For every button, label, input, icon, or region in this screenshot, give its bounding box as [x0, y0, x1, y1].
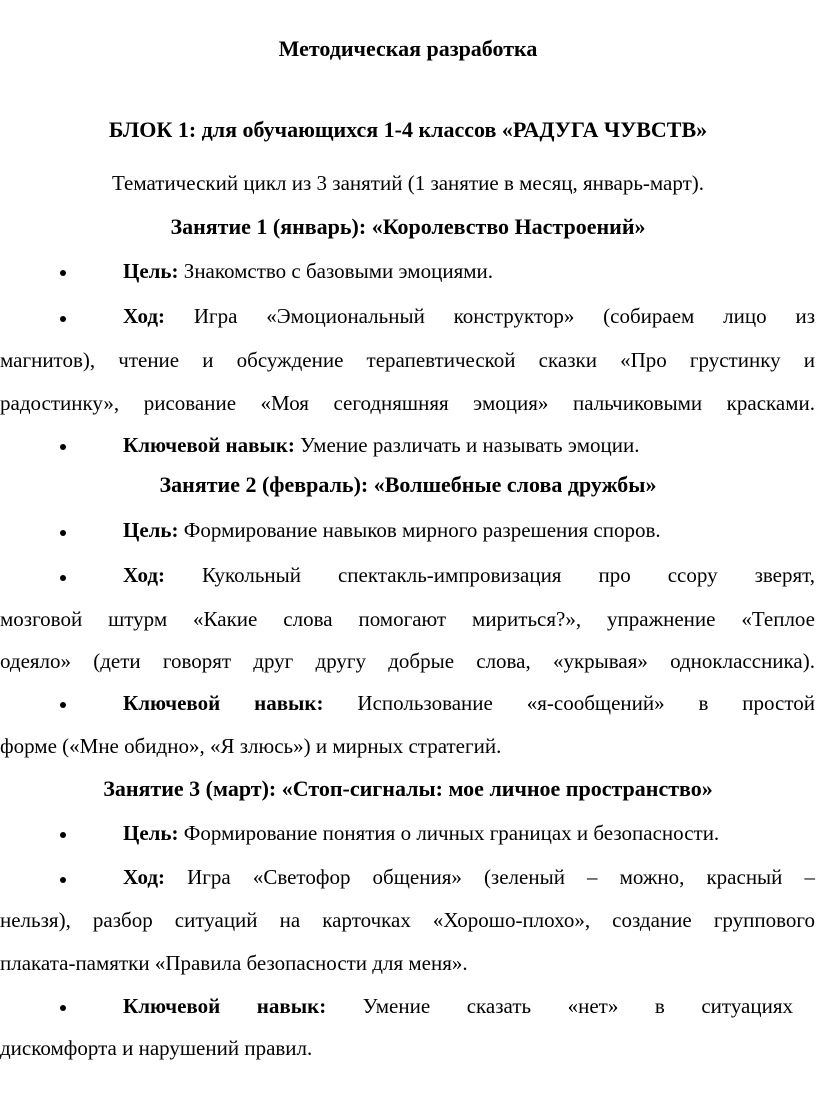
lesson-2-skill-line-2: форме («Мне обидно», «Я злюсь») и мирных стратегий.: [0, 734, 502, 758]
lesson-2-course-line-3: одеяло» (дети говорят друг другу добрые слова, «укрывая» одноклассника).: [0, 649, 815, 673]
course-label: Ход:: [123, 563, 166, 587]
lesson-2-skill-line-1: [123, 690, 815, 716]
lesson-3-title: Занятие 3 (март): «Стоп-сигналы: мое личное пространство»: [103, 776, 713, 801]
lesson-3-course-line-2: нельзя), разбор ситуаций на карточках «Хорошо-плохо», создание группового: [0, 908, 815, 932]
lesson-1-course-line-2: магнитов), чтение и обсуждение терапевтической сказки «Про грустинку и: [0, 348, 815, 372]
lesson-3-skill-line-2: дискомфорта и нарушений правил.: [0, 1036, 313, 1060]
course-text: Игра «Светофор общения» (зеленый – можно, красный –: [187, 865, 815, 889]
lesson-2-course-line-2: мозговой штурм «Какие слова помогают мириться?», упражнение «Теплое: [0, 607, 815, 631]
course-text: Кукольный спектакль-импровизация про ссору зверят,: [202, 563, 816, 587]
skill-text: Использование «я-сообщений» в простой: [357, 691, 815, 715]
skill-text: Умение сказать «нет» в ситуациях: [362, 994, 794, 1018]
document-title: Методическая разработка: [278, 36, 538, 61]
cycle-note: Тематический цикл из 3 занятий (1 занятие в месяц, январь-март).: [112, 171, 704, 195]
goal-label: Цель:: [123, 518, 179, 542]
block-title: БЛОК 1: для обучающихся 1-4 классов «РАДУГА ЧУВСТВ»: [108, 117, 708, 142]
lesson-1-skill: [123, 432, 815, 458]
lesson-3-course-line-1: [123, 864, 815, 890]
bullet-icon: [60, 316, 66, 322]
lesson-3-goal: [123, 820, 815, 846]
skill-text: Умение различать и называть эмоции.: [300, 433, 640, 457]
lesson-1-course-line-1: [123, 303, 815, 329]
lesson-3-skill-line-1: [123, 993, 793, 1019]
goal-text: Знакомство с базовыми эмоциями.: [183, 259, 494, 283]
lesson-1-course-line-3: радостинку», рисование «Моя сегодняшняя эмоция» пальчиковыми красками.: [0, 391, 815, 415]
bullet-icon: [60, 832, 66, 838]
lesson-1-title: Занятие 1 (январь): «Королевство Настроений»: [170, 214, 646, 239]
lesson-2-goal: [123, 517, 815, 543]
skill-label: Ключевой навык:: [123, 691, 324, 715]
bullet-icon: [60, 270, 66, 276]
goal-text: Формирование понятия о личных границах и безопасности.: [183, 821, 720, 845]
bullet-icon: [60, 702, 66, 708]
lesson-2-course-line-1: [123, 562, 815, 588]
course-label: Ход:: [123, 865, 166, 889]
goal-label: Цель:: [123, 821, 179, 845]
bullet-icon: [60, 444, 66, 450]
lesson-2-title: Занятие 2 (февраль): «Волшебные слова дружбы»: [159, 472, 657, 497]
bullet-icon: [60, 575, 66, 581]
goal-text: Формирование навыков мирного разрешения споров.: [183, 518, 661, 542]
skill-label: Ключевой навык:: [123, 433, 295, 457]
skill-label: Ключевой навык:: [123, 994, 327, 1018]
bullet-icon: [60, 877, 66, 883]
goal-label: Цель:: [123, 259, 179, 283]
course-label: Ход:: [123, 304, 166, 328]
lesson-1-goal: [123, 258, 815, 284]
bullet-icon: [60, 530, 66, 536]
lesson-3-course-line-3: плаката-памятки «Правила безопасности для меня».: [0, 951, 468, 975]
bullet-icon: [60, 1005, 66, 1011]
course-text: Игра «Эмоциональный конструктор» (собираем лицо из: [193, 304, 816, 328]
